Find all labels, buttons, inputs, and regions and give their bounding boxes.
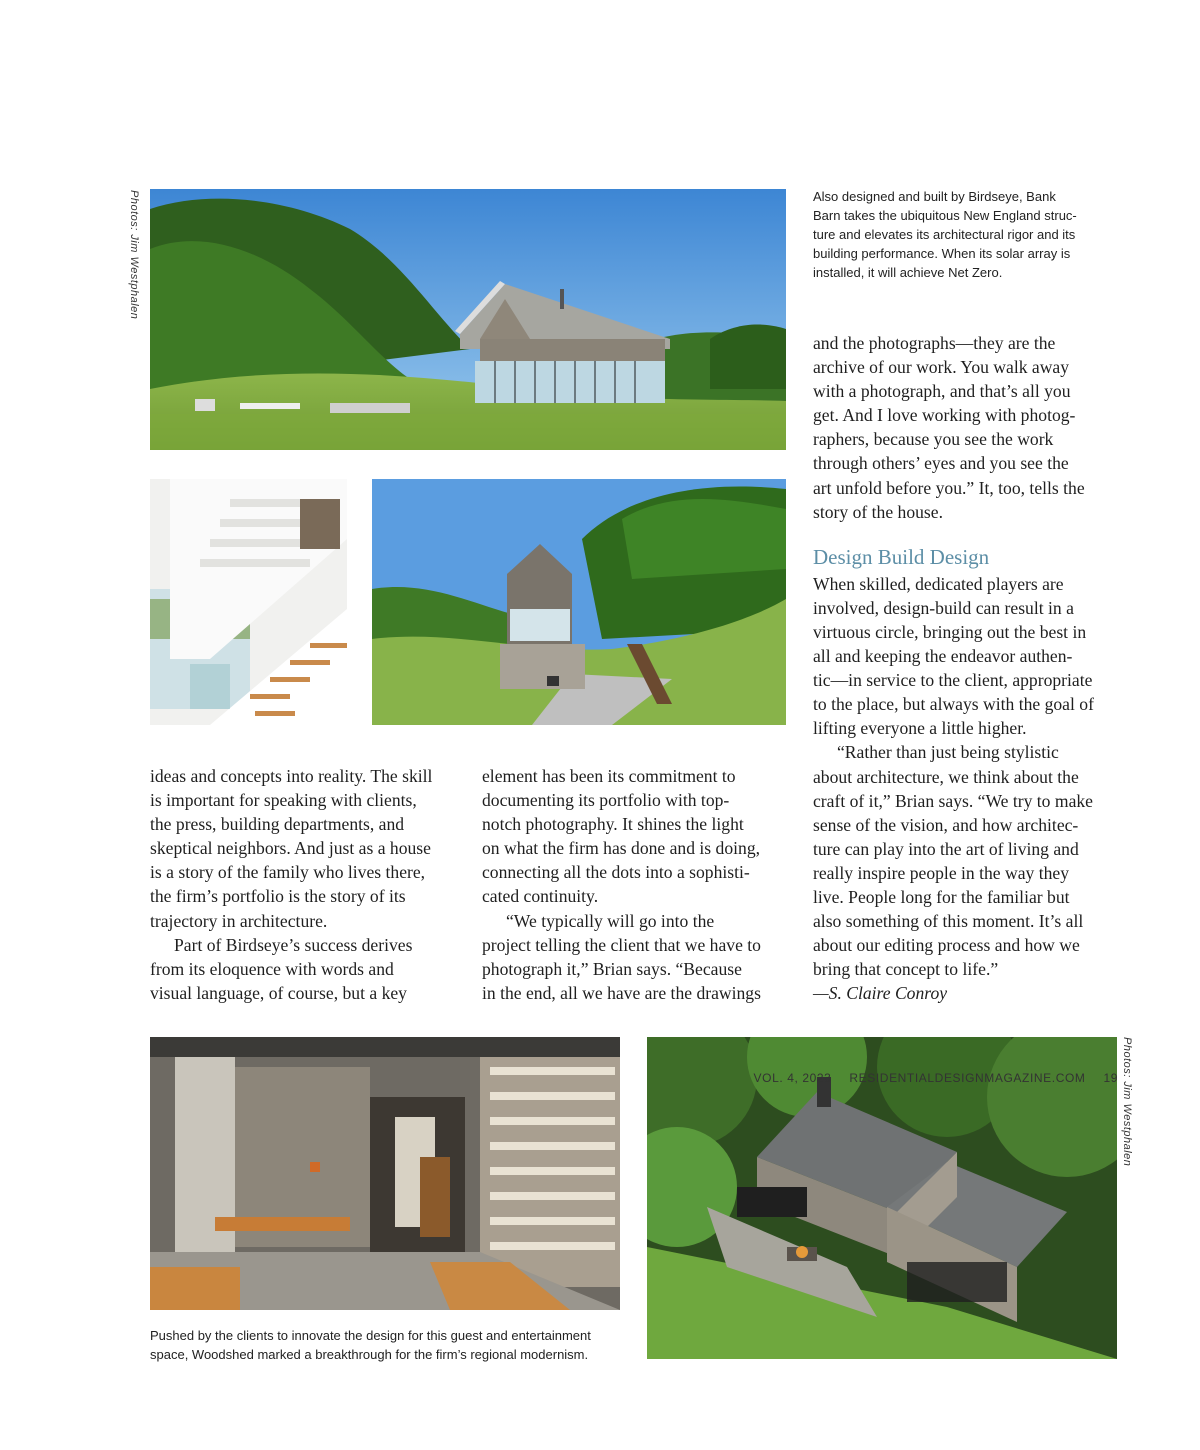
text-line: involved, design-build can result in a bbox=[813, 597, 1074, 618]
body-column-2 bbox=[482, 764, 802, 1005]
text-line: really inspire people in the way they bbox=[813, 862, 1070, 883]
paragraph bbox=[813, 740, 1123, 981]
text-line: is important for speaking with clients, bbox=[150, 790, 417, 811]
text-line: also something of this moment. It’s all bbox=[813, 911, 1084, 932]
text-line: to the place, but always with the goal of bbox=[813, 694, 1094, 715]
text-line: sense of the vision, and how architec- bbox=[813, 814, 1079, 835]
paragraph bbox=[150, 764, 470, 933]
text-line: archive of our work. You walk away bbox=[813, 357, 1070, 378]
caption-bank-barn bbox=[813, 187, 1113, 282]
caption-line: Barn takes the ubiquitous New England struc- bbox=[813, 208, 1077, 223]
caption-line: ture and elevates its architectural rigor and its bbox=[813, 227, 1076, 242]
text-line: get. And I love working with photog- bbox=[813, 405, 1076, 426]
section-subhead: Design Build Design bbox=[813, 544, 990, 569]
text-line: with a photograph, and that’s all you bbox=[813, 381, 1071, 402]
photo-credit-top: Photos: Jim Westphalen bbox=[128, 190, 140, 320]
text-line: lifting everyone a little higher. bbox=[813, 718, 1027, 739]
footer-volume: VOL. 4, 2023 bbox=[753, 1071, 832, 1085]
text-line: visual language, of course, but a key bbox=[150, 982, 407, 1003]
body-column-1 bbox=[150, 764, 470, 1005]
text-line: is a story of the family who lives there, bbox=[150, 862, 426, 883]
text-line: element has been its commitment to bbox=[482, 766, 736, 786]
paragraph bbox=[482, 764, 802, 909]
text-line: skeptical neighbors. And just as a house bbox=[150, 838, 431, 859]
text-line: When skilled, dedicated players are bbox=[813, 573, 1064, 594]
text-line: from its eloquence with words and bbox=[150, 958, 394, 979]
text-line: cated continuity. bbox=[482, 886, 599, 907]
text-line: project telling the client that we have to bbox=[482, 934, 761, 955]
caption-line: Also designed and built by Birdseye, Bank bbox=[813, 189, 1056, 204]
footer-page-number: 19 bbox=[1103, 1071, 1118, 1085]
text-line: in the end, all we have are the drawings bbox=[482, 982, 761, 1003]
text-line: Part of Birdseye’s success derives bbox=[174, 934, 413, 955]
text-line: all and keeping the endeavor authen- bbox=[813, 646, 1073, 667]
caption-line: Pushed by the clients to innovate the design for this guest and entertainment bbox=[150, 1328, 591, 1343]
text-line: and the photographs—they are the bbox=[813, 333, 1056, 353]
text-line: “Rather than just being stylistic bbox=[837, 742, 1059, 763]
text-line: art unfold before you.” It, too, tells the bbox=[813, 477, 1085, 498]
caption-line: building performance. When its solar array is bbox=[813, 246, 1071, 261]
page-footer bbox=[740, 1071, 1118, 1085]
text-line: craft of it,” Brian says. “We try to make bbox=[813, 790, 1093, 811]
caption-line: space, Woodshed marked a breakthrough for the firm’s regional modernism. bbox=[150, 1347, 589, 1362]
photo-credit-bottom: Photos: Jim Westphalen bbox=[1121, 1037, 1133, 1167]
text-line: the firm’s portfolio is the story of its bbox=[150, 886, 406, 907]
paragraph bbox=[813, 331, 1123, 524]
text-line: about architecture, we think about the bbox=[813, 766, 1079, 787]
author-byline: —S. Claire Conroy bbox=[813, 983, 948, 1004]
paragraph bbox=[813, 572, 1123, 741]
text-line: “We typically will go into the bbox=[506, 910, 715, 931]
text-line: story of the house. bbox=[813, 501, 943, 522]
text-line: virtuous circle, bringing out the best in bbox=[813, 621, 1087, 642]
text-line: notch photography. It shines the light bbox=[482, 814, 744, 835]
footer-site: RESIDENTIALDESIGNMAGAZINE.COM bbox=[849, 1071, 1086, 1085]
paragraph bbox=[482, 909, 802, 1005]
body-column-3 bbox=[813, 331, 1123, 1005]
text-line: ture can play into the art of living and bbox=[813, 838, 1079, 859]
text-line: trajectory in architecture. bbox=[150, 910, 328, 931]
text-line: bring that concept to life.” bbox=[813, 959, 999, 980]
text-line: ideas and concepts into reality. The skill bbox=[150, 766, 433, 786]
caption-line: installed, it will achieve Net Zero. bbox=[813, 265, 1003, 280]
text-line: through others’ eyes and you see the bbox=[813, 453, 1069, 474]
text-line: raphers, because you see the work bbox=[813, 429, 1054, 450]
caption-woodshed bbox=[150, 1326, 630, 1364]
text-line: live. People long for the familiar but bbox=[813, 886, 1070, 907]
photo-woodshed-exterior bbox=[647, 1037, 1117, 1359]
text-line: about our editing process and how we bbox=[813, 935, 1080, 956]
photo-stair-interior bbox=[150, 479, 347, 725]
text-line: photograph it,” Brian says. “Because bbox=[482, 958, 742, 979]
text-line: the press, building departments, and bbox=[150, 814, 405, 835]
paragraph bbox=[150, 933, 470, 1005]
photo-woodshed-interior bbox=[150, 1037, 620, 1310]
text-line: on what the firm has done and is doing, bbox=[482, 838, 761, 859]
text-line: tic—in service to the client, appropriate bbox=[813, 670, 1093, 691]
text-line: connecting all the dots into a sophisti- bbox=[482, 862, 750, 883]
photo-barn-gable bbox=[372, 479, 786, 725]
text-line: documenting its portfolio with top- bbox=[482, 790, 730, 811]
photo-bank-barn-exterior bbox=[150, 189, 786, 450]
